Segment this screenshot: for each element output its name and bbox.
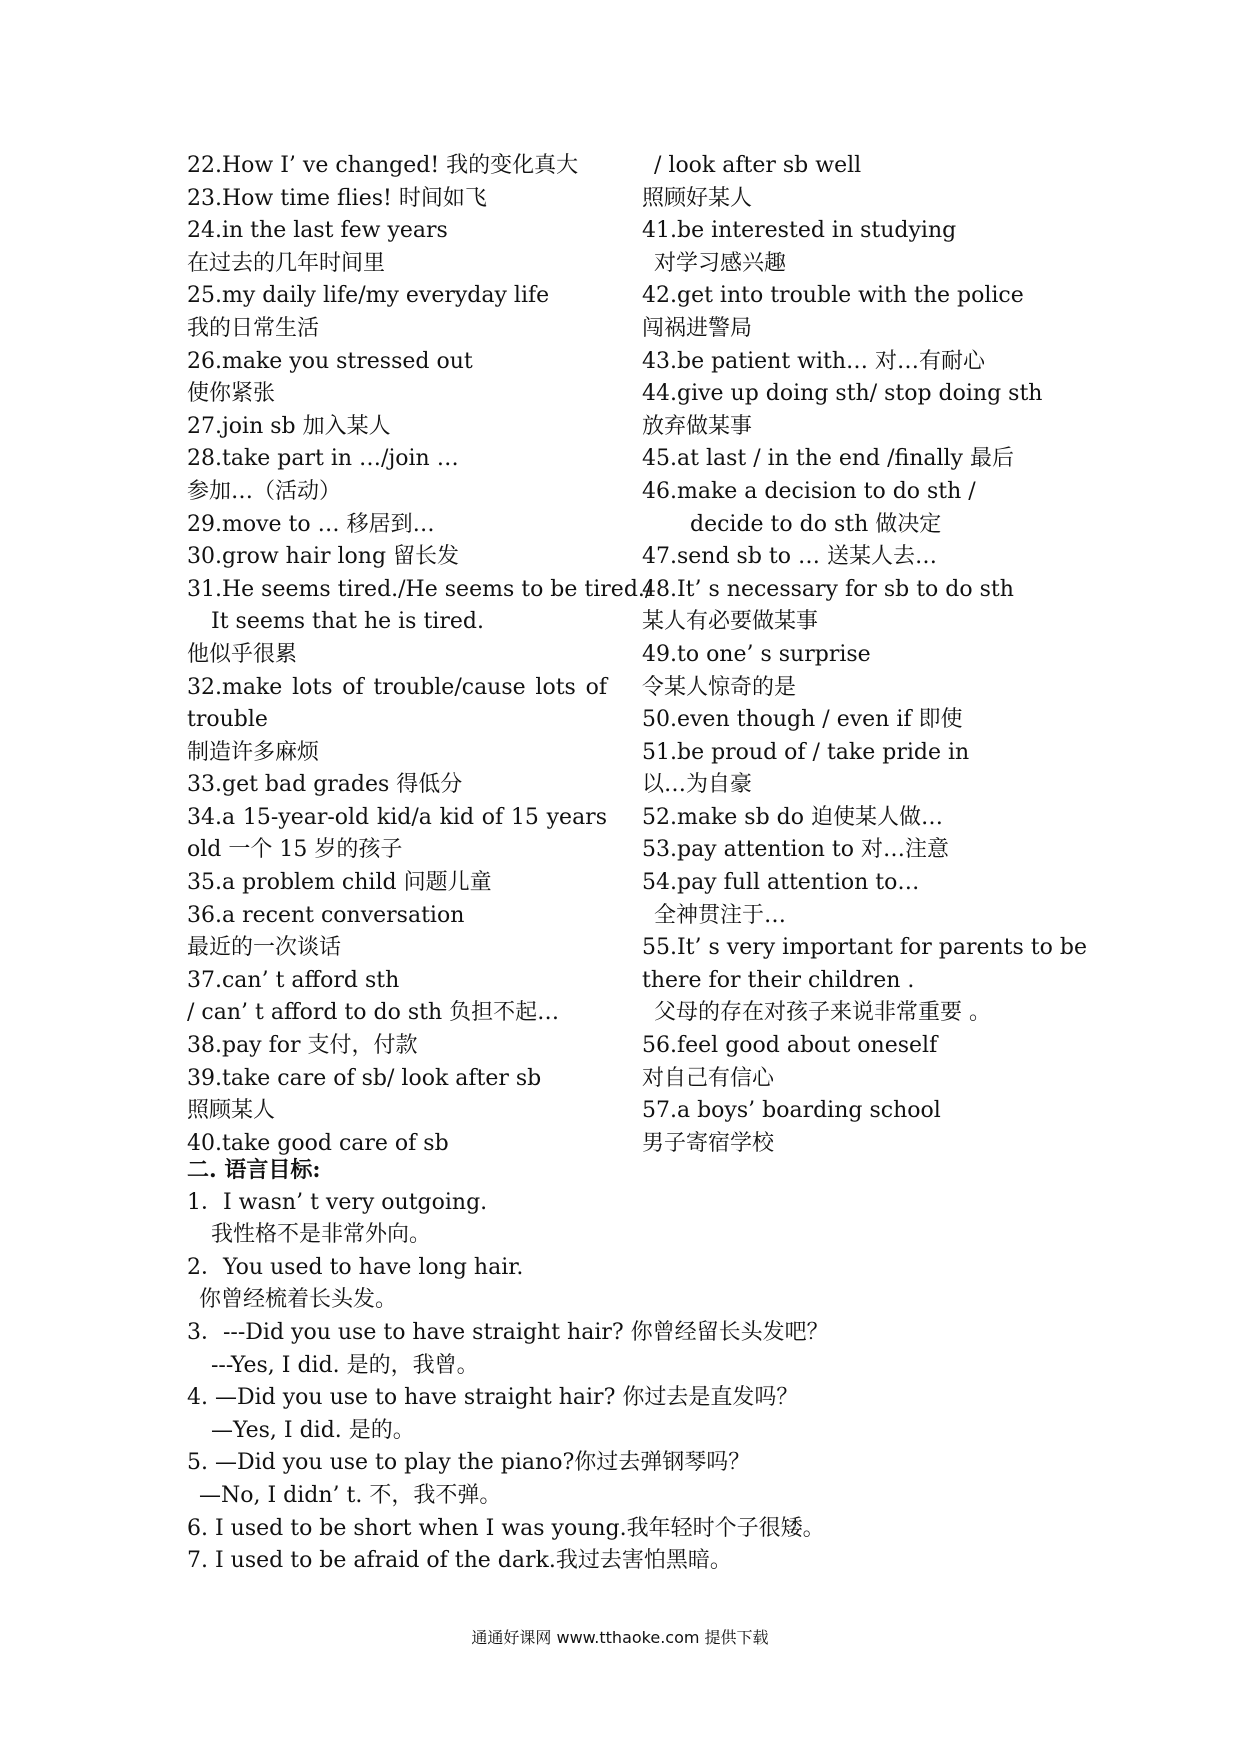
vocab-line: 照顾好某人 bbox=[642, 185, 753, 211]
sentence-line: —Yes, I did. 是的。 bbox=[211, 1417, 415, 1443]
vocab-line: / can’ t afford to do sth 负担不起… bbox=[187, 1000, 560, 1026]
vocab-line: 47.send sb to … 送某人去… bbox=[642, 544, 937, 570]
vocab-line: 44.give up doing sth/ stop doing sth bbox=[642, 381, 1043, 407]
vocab-line: 46.make a decision to do sth / bbox=[642, 478, 976, 504]
vocab-line: 30.grow hair long 留长发 bbox=[187, 544, 460, 570]
sentence-line: 4. —Did you use to have straight hair? 你过去是直发吗？ bbox=[187, 1385, 799, 1411]
vocab-line: 某人有必要做某事 bbox=[642, 609, 819, 635]
sentence-line: 2．You used to have long hair. bbox=[187, 1254, 524, 1280]
vocab-line: 闯祸进警局 bbox=[642, 315, 753, 341]
vocab-line: old 一个 15 岁的孩子 bbox=[187, 837, 403, 863]
vocab-line: 41.be interested in studying bbox=[642, 218, 957, 244]
vocab-line: 33.get bad grades 得低分 bbox=[187, 772, 463, 798]
vocab-line: 40.take good care of sb bbox=[187, 1130, 449, 1156]
vocab-line: 39.take care of sb/ look after sb bbox=[187, 1065, 542, 1091]
vocab-line: 28.take part in …/join … bbox=[187, 446, 459, 472]
sentence-line: 3．---Did you use to have straight hair? 你曾经留长头发吧？ bbox=[187, 1319, 829, 1345]
vocab-column-left bbox=[187, 150, 653, 1160]
vocab-line: 37.can’ t afford sth bbox=[187, 967, 400, 993]
vocab-line: 最近的一次谈话 bbox=[187, 935, 342, 961]
sentence-line: 6. I used to be short when I was young.我年轻时个子很矮。 bbox=[187, 1515, 825, 1541]
sentence-line: ---Yes, I did. 是的，我曾。 bbox=[211, 1352, 479, 1378]
vocab-line: 令某人惊奇的是 bbox=[642, 674, 797, 700]
vocab-line: 43.be patient with… 对…有耐心 bbox=[642, 348, 986, 374]
vocab-line: 23.How time flies! 时间如飞 bbox=[187, 185, 487, 211]
sentence-line: —No, I didn’ t. 不，我不弹。 bbox=[199, 1482, 502, 1508]
vocab-line: 34.a 15-year-old kid/a kid of 15 years bbox=[187, 804, 607, 830]
language-goals-section bbox=[187, 1154, 1087, 1578]
vocab-line: It seems that he is tired. bbox=[211, 609, 484, 635]
vocab-line: 制造许多麻烦 bbox=[187, 739, 320, 765]
vocab-line: 我的日常生活 bbox=[187, 315, 320, 341]
vocab-line: 在过去的几年时间里 bbox=[187, 250, 386, 276]
vocab-line: 54.pay full attention to… bbox=[642, 870, 920, 896]
vocab-line: 51.be proud of / take pride in bbox=[642, 739, 970, 765]
page-footer: 通通好课网 www.tthaoke.com 提供下载 bbox=[471, 1628, 769, 1647]
vocab-line: 使你紧张 bbox=[187, 381, 276, 407]
vocab-line: 55.It’ s very important for parents to be bbox=[642, 935, 1087, 961]
vocab-column-right bbox=[642, 150, 1087, 1160]
vocab-line: 42.get into trouble with the police bbox=[642, 283, 1024, 309]
sentence-line: 我性格不是非常外向。 bbox=[211, 1222, 432, 1248]
vocab-line: 放弃做某事 bbox=[642, 413, 753, 439]
vocab-line: 以…为自豪 bbox=[642, 772, 753, 798]
vocab-line: 22.How I’ ve changed! 我的变化真大 bbox=[187, 153, 579, 178]
section-heading: 二. 语言目标: bbox=[187, 1157, 321, 1183]
vocab-line: 35.a problem child 问题儿童 bbox=[187, 870, 492, 896]
vocab-line: 26.make you stressed out bbox=[187, 348, 473, 374]
vocab-line: 57.a boys’ boarding school bbox=[642, 1098, 941, 1124]
vocab-line: 38.pay for 支付，付款 bbox=[187, 1033, 418, 1059]
vocab-line: 49.to one’ s surprise bbox=[642, 641, 871, 667]
vocab-line: 他似乎很累 bbox=[187, 641, 298, 667]
vocab-line: 32.make lots of trouble/cause lots of bbox=[187, 674, 607, 700]
vocab-line: 对学习感兴趣 bbox=[654, 250, 787, 276]
vocab-line: 36.a recent conversation bbox=[187, 902, 465, 928]
vocab-line: 31.He seems tired./He seems to be tired./ bbox=[187, 576, 653, 602]
vocab-line: there for their children . bbox=[642, 967, 915, 993]
vocab-line: 全神贯注于… bbox=[654, 902, 787, 928]
vocab-line: 对自己有信心 bbox=[642, 1065, 775, 1091]
vocab-line: 照顾某人 bbox=[187, 1098, 276, 1124]
vocab-line: / look after sb well bbox=[654, 153, 862, 178]
sentence-line: 7. I used to be afraid of the dark.我过去害怕黑暗。 bbox=[187, 1548, 732, 1574]
vocab-line: 53.pay attention to 对…注意 bbox=[642, 837, 949, 863]
sentence-line: 你曾经梳着长头发。 bbox=[199, 1287, 398, 1313]
vocab-line: 52.make sb do 迫使某人做… bbox=[642, 804, 943, 830]
vocab-line: 男子寄宿学校 bbox=[642, 1130, 775, 1156]
vocab-line: 29.move to … 移居到… bbox=[187, 511, 435, 537]
sentence-line: 5. —Did you use to play the piano?你过去弹钢琴吗？ bbox=[187, 1450, 751, 1476]
vocab-line: 25.my daily life/my everyday life bbox=[187, 283, 550, 309]
vocab-line: 45.at last / in the end /finally 最后 bbox=[642, 446, 1014, 472]
vocab-line: trouble bbox=[187, 707, 268, 733]
vocab-line: 父母的存在对孩子来说非常重要 。 bbox=[654, 1000, 991, 1026]
vocab-line: 24.in the last few years bbox=[187, 218, 448, 244]
vocab-line: 56.feel good about oneself bbox=[642, 1033, 938, 1059]
vocab-line: 27.join sb 加入某人 bbox=[187, 413, 391, 439]
sentence-line: 1．I wasn’ t very outgoing. bbox=[187, 1189, 488, 1215]
vocab-line: 48.It’ s necessary for sb to do sth bbox=[642, 576, 1014, 602]
vocab-line: decide to do sth 做决定 bbox=[690, 511, 942, 537]
vocab-line: 50.even though / even if 即使 bbox=[642, 707, 963, 733]
vocab-line: 参加…（活动） bbox=[187, 478, 342, 504]
